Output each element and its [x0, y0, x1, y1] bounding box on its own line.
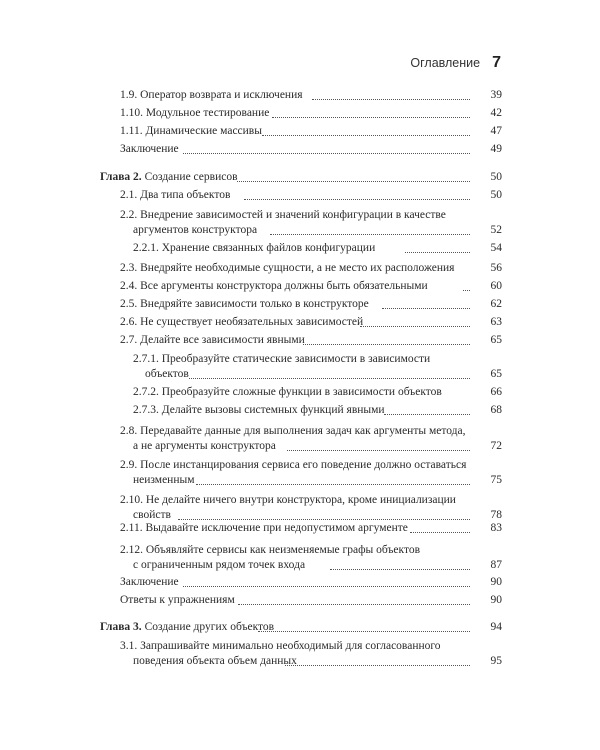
toc-entry-title-continued: а не аргументы конструктора — [133, 440, 276, 452]
toc-entry-page: 75 — [470, 473, 502, 488]
toc-entry-title-continued: аргументов конструктора — [133, 224, 258, 236]
toc-entry-title: 2.10. Не делайте ничего внутри конструктора, кроме инициализации — [120, 494, 456, 506]
toc-entry-title: 1.10. Модульное тестирование — [120, 107, 270, 119]
toc-entry-page: 42 — [470, 106, 502, 121]
toc-entry-page: 52 — [470, 223, 502, 238]
toc-entry-title: 2.11. Выдавайте исключение при недопустимом аргументе — [120, 522, 408, 534]
toc-entry-title: Заключение — [120, 576, 179, 588]
toc-entry-title: 2.7.2. Преобразуйте сложные функции в зависимости объектов — [133, 386, 442, 398]
toc-entry-page: 90 — [470, 575, 502, 590]
page-number: 7 — [492, 54, 501, 71]
toc-entry-title: 2.7. Делайте все зависимости явными — [120, 334, 305, 346]
toc-entry-page: 60 — [470, 279, 502, 294]
toc-entry-title: 2.2.1. Хранение связанных файлов конфигурации — [133, 242, 376, 254]
toc-entry-title: 2.12. Объявляйте сервисы как неизменяемые графы объектов — [120, 544, 420, 556]
toc-entry-page: 63 — [470, 315, 502, 330]
chapter-name: Создание других объектов — [144, 621, 275, 633]
dot-leader — [285, 665, 500, 666]
header-title: Оглавление — [410, 56, 481, 70]
dot-leader — [183, 153, 500, 154]
toc-entry-page: 39 — [470, 88, 502, 103]
chapter-title — [100, 170, 238, 185]
dot-leader — [238, 604, 500, 605]
toc-entry-page: 62 — [470, 297, 502, 312]
toc-entry-page: 78 — [470, 508, 502, 523]
toc-entry-title: 2.4. Все аргументы конструктора должны быть обязательными — [120, 280, 428, 292]
chapter-name: Создание сервисов — [144, 171, 238, 183]
toc-entry-page: 66 — [470, 385, 502, 400]
toc-entry-page: 50 — [470, 188, 502, 203]
toc-entry-title-continued: неизменным — [133, 474, 195, 486]
toc-entry-page: 47 — [470, 124, 502, 139]
chapter-title — [100, 620, 274, 635]
chapter-label: Глава 2. — [100, 171, 142, 183]
toc-entry-title: 2.6. Не существует необязательных зависимостей — [120, 316, 364, 328]
toc-entry-page: 65 — [470, 333, 502, 348]
toc-entry-page: 65 — [470, 367, 502, 382]
chapter-label: Глава 3. — [100, 621, 142, 633]
toc-entry-page: 87 — [470, 558, 502, 573]
toc-entry-page: 56 — [470, 261, 502, 276]
toc-entry-title: 3.1. Запрашивайте минимально необходимый для согласованного — [120, 640, 441, 652]
toc-entry-title: 2.8. Передавайте данные для выполнения задач как аргументы метода, — [120, 425, 466, 437]
dot-leader — [244, 199, 500, 200]
toc-entry-page: 49 — [470, 142, 502, 157]
dot-leader — [258, 631, 500, 632]
dot-leader — [272, 117, 500, 118]
toc-entry-title: 2.5. Внедряйте зависимости только в конструкторе — [120, 298, 369, 310]
dot-leader — [270, 234, 500, 235]
toc-entry-page: 50 — [470, 170, 502, 185]
dot-leader — [262, 135, 500, 136]
toc-entry-page: 90 — [470, 593, 502, 608]
toc-entry-title: Ответы к упражнениям — [120, 594, 235, 606]
toc-entry-page: 94 — [470, 620, 502, 635]
toc-entry-page: 54 — [470, 241, 502, 256]
toc-entry-page: 95 — [470, 654, 502, 669]
toc-entry-title-continued: объектов — [145, 368, 189, 380]
toc-entry-title: 1.11. Динамические массивы — [120, 125, 262, 137]
dot-leader — [178, 519, 500, 520]
toc-entry-title-continued: свойств — [133, 509, 171, 521]
toc-entry-title: 2.3. Внедряйте необходимые сущности, а не место их расположения — [120, 262, 455, 274]
toc-entry-page: 72 — [470, 439, 502, 454]
toc-entry-title: 2.2. Внедрение зависимостей и значений конфигурации в качестве — [120, 209, 446, 221]
toc-entry-title: 1.9. Оператор возврата и исключения — [120, 89, 303, 101]
dot-leader — [237, 181, 500, 182]
dot-leader — [183, 586, 500, 587]
dot-leader — [196, 484, 500, 485]
toc-entry-title: 2.9. После инстанцирования сервиса его поведение должно оставаться — [120, 459, 467, 471]
toc-entry-title: 2.1. Два типа объектов — [120, 189, 231, 201]
toc-entry-title-continued: с ограниченным рядом точек входа — [133, 559, 306, 571]
toc-entry-page: 83 — [470, 521, 502, 536]
dot-leader — [189, 378, 500, 379]
dot-leader — [287, 450, 500, 451]
toc-entry-title: 2.7.3. Делайте вызовы системных функций явными — [133, 404, 385, 416]
toc-entry-title: Заключение — [120, 143, 179, 155]
toc-entry-title: 2.7.1. Преобразуйте статические зависимости в зависимости — [133, 353, 431, 365]
toc-entry-page: 68 — [470, 403, 502, 418]
toc-entry-title-continued: поведения объекта объем данных — [133, 655, 297, 667]
